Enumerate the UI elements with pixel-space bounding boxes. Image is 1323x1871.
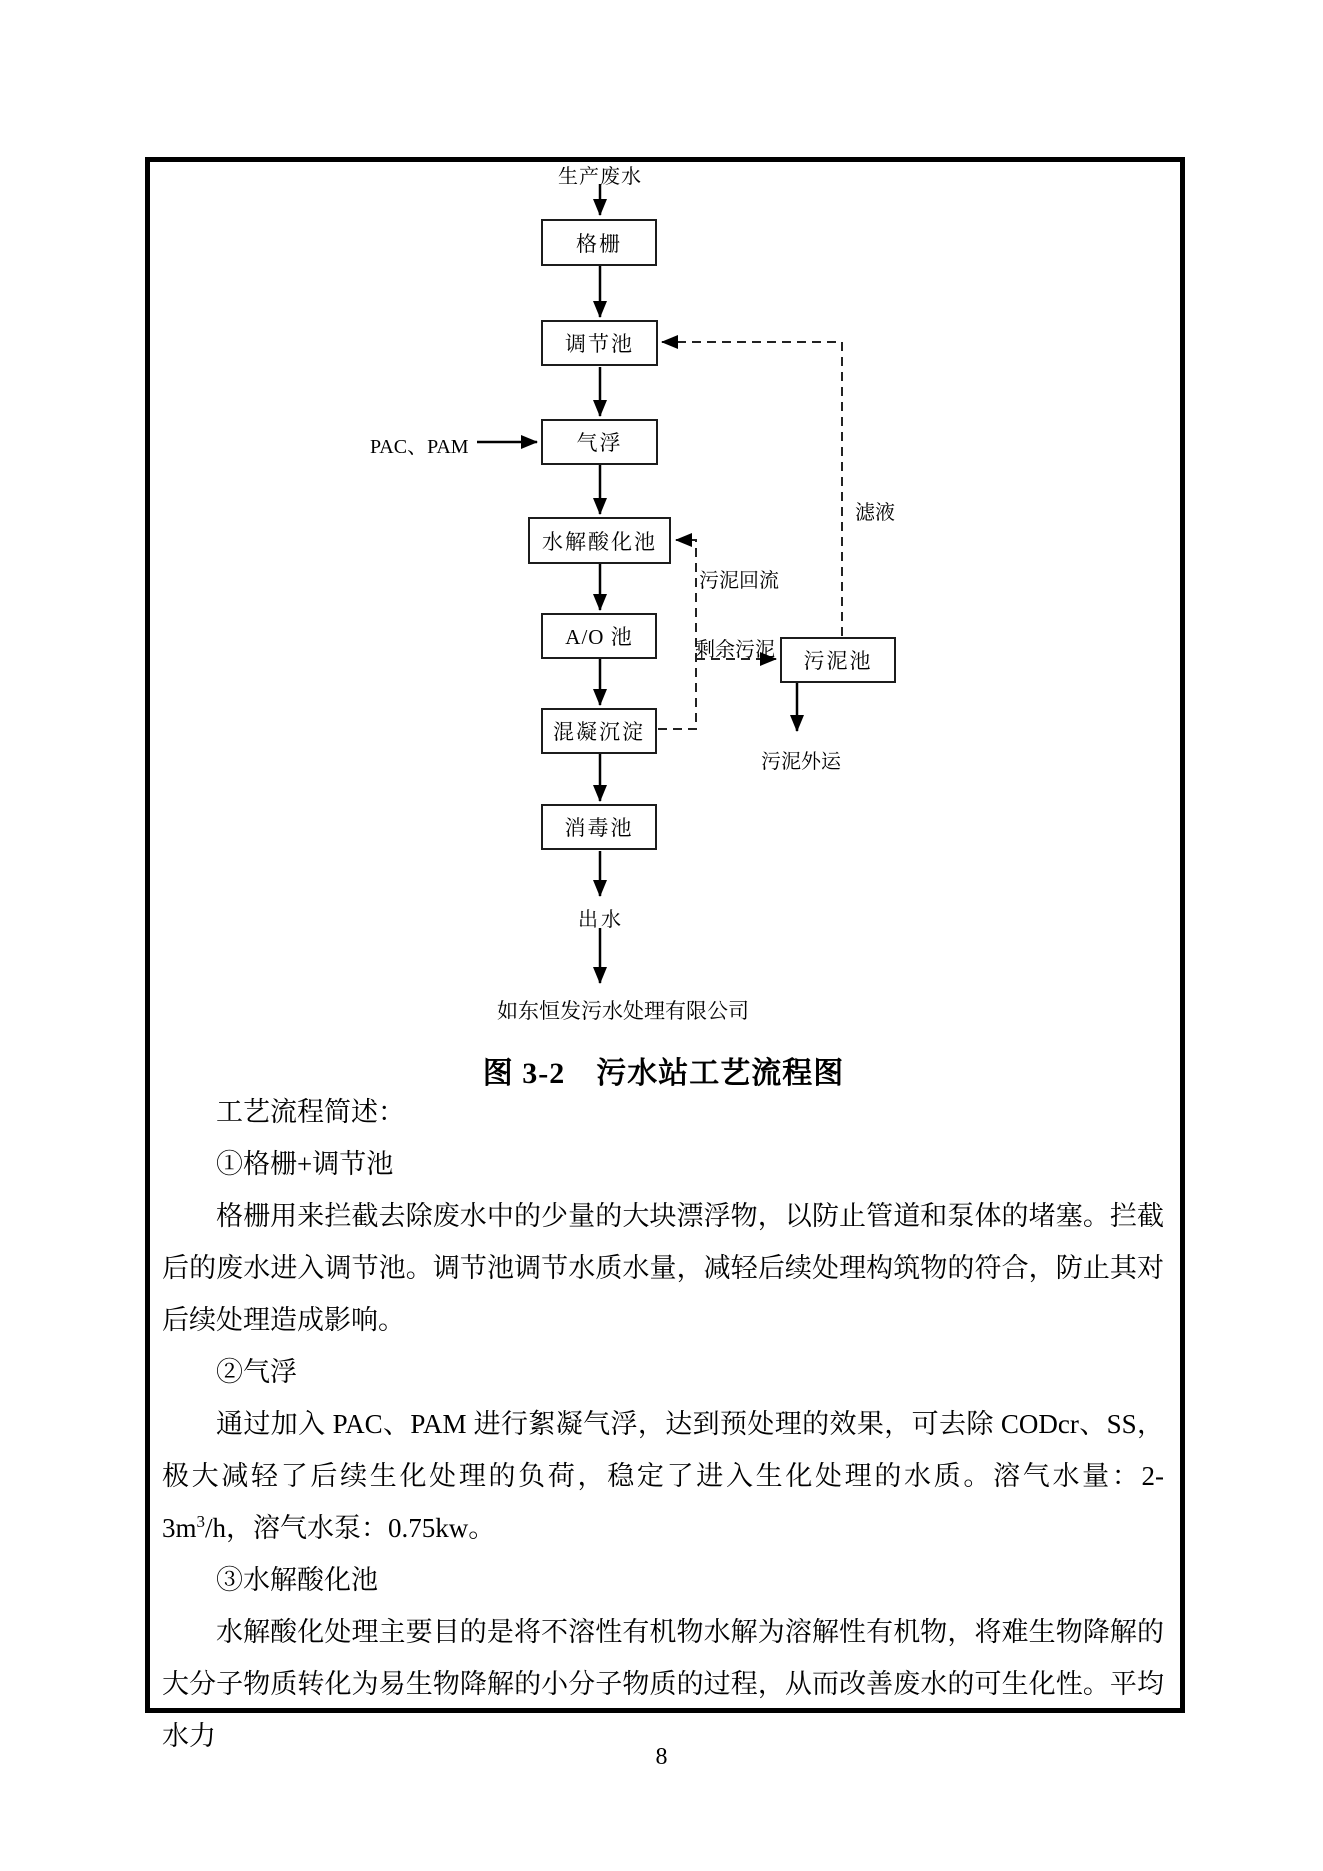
paragraph-step2-heading: ②气浮	[216, 1357, 297, 1387]
body-text	[150, 1086, 1177, 1762]
flow-label-company: 如东恒发污水处理有限公司	[497, 999, 749, 1023]
paragraph-step3-heading: ③水解酸化池	[216, 1565, 378, 1595]
flow-node-regulating-pool: 调节池	[541, 320, 658, 366]
flow-node-sludge-pool: 污泥池	[780, 637, 896, 683]
flow-label-excess-sludge: 剩余污泥	[695, 639, 775, 661]
flow-node-ao-pool: A/O 池	[541, 613, 657, 659]
flow-label-effluent: 出水	[578, 909, 624, 931]
step2-text-after-sup: /h，溶气水泵：0.75kw。	[205, 1513, 496, 1543]
paragraph-step2-body	[162, 1398, 1164, 1554]
page-number: 8	[655, 1744, 668, 1770]
flow-label-filtrate: 滤液	[855, 502, 895, 524]
flow-node-disinfection-pool: 消毒池	[541, 804, 657, 850]
step2-superscript: 3	[196, 1512, 206, 1531]
paragraph-step1-body: 格栅用来拦截去除废水中的少量的大块漂浮物，以防止管道和泵体的堵塞。拦截后的废水进入调节池。调节池调节水质水量，减轻后续处理构筑物的符合，防止其对后续处理造成影响。	[162, 1201, 1164, 1335]
flow-label-sludge-out: 污泥外运	[761, 751, 841, 773]
paragraph-step1-heading: ①格栅+调节池	[216, 1149, 394, 1179]
flow-label-source-wastewater: 生产废水	[558, 166, 642, 188]
flow-label-sludge-return: 污泥回流	[699, 570, 779, 592]
flow-node-air-flotation: 气浮	[541, 419, 658, 465]
paragraph-step3-body: 水解酸化处理主要目的是将不溶性有机物水解为溶解性有机物，将难生物降解的大分子物质转化为易生物降解的小分子物质的过程，从而改善废水的可生化性。平均水力	[162, 1617, 1164, 1751]
figure-caption: 图 3-2 污水站工艺流程图	[482, 1057, 845, 1090]
flow-node-grille: 格栅	[541, 219, 657, 266]
flow-label-pac-pam: PAC、PAM	[370, 436, 469, 458]
flow-node-coagulation-sedimentation: 混凝沉淀	[541, 708, 657, 754]
step2-text-before-sup: 通过加入 PAC、PAM 进行絮凝气浮，达到预处理的效果，可去除 CODcr、SS，极大减轻了后续生化处理的负荷，稳定了进入生化处理的水质。溶气水量：2-3m	[162, 1409, 1164, 1543]
flow-node-hydrolysis-acidification: 水解酸化池	[528, 517, 671, 564]
paragraph-process-summary: 工艺流程简述：	[216, 1097, 405, 1127]
